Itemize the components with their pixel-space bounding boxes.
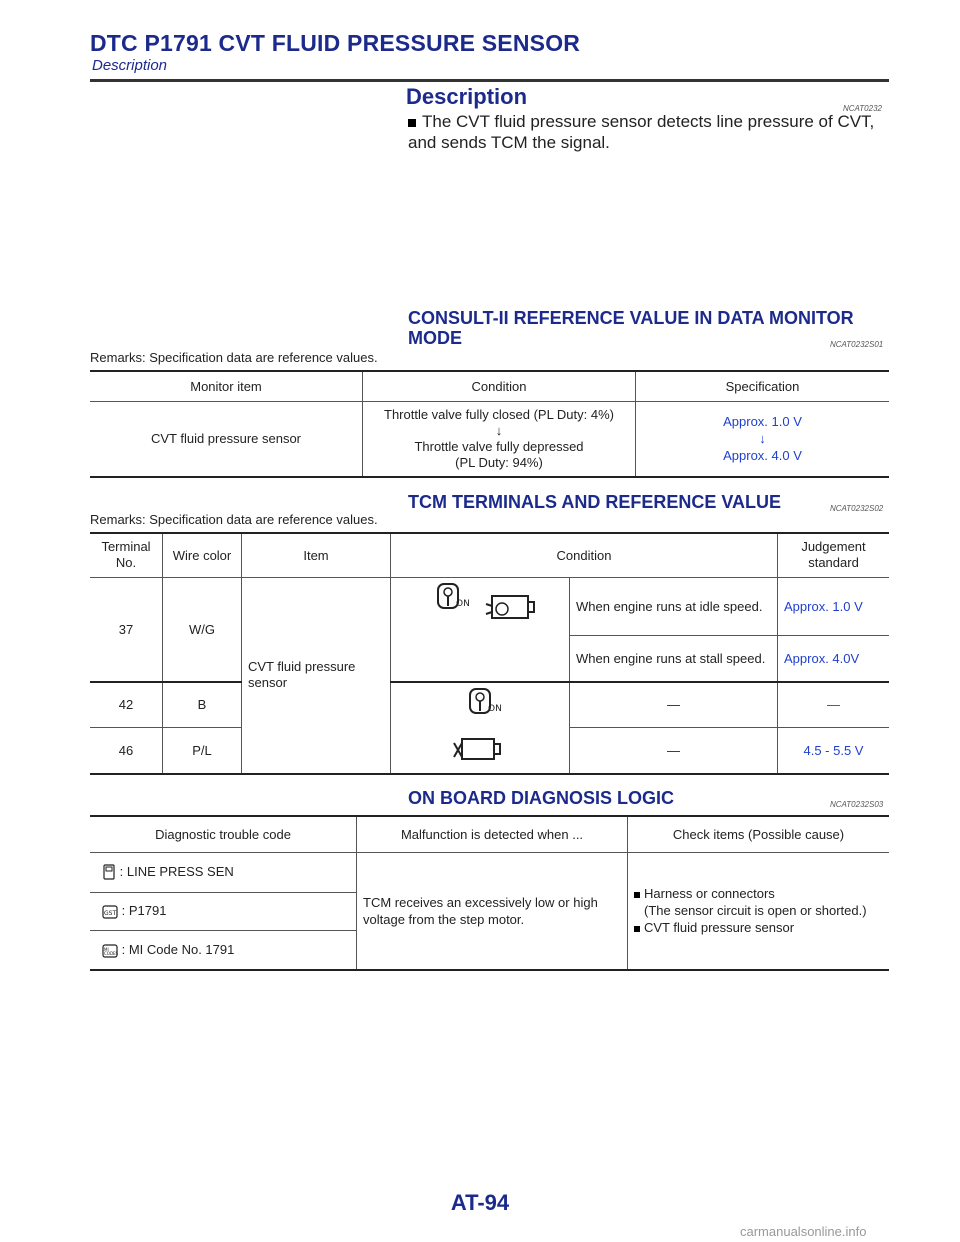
terminal-no: 42	[118, 697, 134, 713]
wire-color: B	[163, 682, 242, 728]
check-items-cell: Harness or connectors (The sensor circuit is open or shorted.) CVT fluid pressure sensor	[628, 852, 890, 970]
svg-text:ON: ON	[488, 704, 502, 714]
col-terminal: Terminal No.	[101, 539, 151, 571]
terminal-no: 37	[118, 621, 134, 637]
consult-table	[90, 370, 889, 478]
obd-heading: ON BOARD DIAGNOSIS LOGIC	[408, 788, 675, 808]
ignition-key-on-icon	[450, 683, 510, 769]
down-arrow-icon: ↓	[759, 431, 766, 447]
obd-code: NCAT0232S03	[830, 800, 884, 809]
tcm-heading: TCM TERMINALS AND REFERENCE VALUE	[408, 492, 781, 512]
bullet-icon	[634, 892, 640, 898]
svg-text:ON: ON	[456, 598, 471, 609]
condition-cell: Throttle valve fully closed (PL Duty: 4%) ↓ Throttle valve fully depressed (PL Duty: 94%)	[363, 401, 636, 477]
svg-text:MI: MI	[104, 946, 109, 952]
condition-icons-cell	[391, 577, 570, 682]
monitor-item-cell: CVT fluid pressure sensor	[150, 431, 302, 447]
specification-cell: Approx. 1.0 V ↓ Approx. 4.0 V	[636, 401, 890, 477]
consult-code: NCAT0232S01	[830, 340, 884, 349]
engine-running-icon	[482, 588, 542, 628]
col-condition: Condition	[363, 371, 636, 401]
obd-table	[90, 815, 889, 971]
description-text-block	[408, 111, 890, 153]
col-judgement: Judgement standard	[778, 533, 890, 577]
dtc-mi: MI CODES : MI Code No. 1791	[104, 941, 235, 957]
tcm-table	[90, 532, 889, 775]
malfunction-text: TCM receives an excessively low or high voltage from the step motor.	[357, 852, 628, 970]
condition-text: —	[570, 728, 778, 774]
wire-color: P/L	[163, 728, 242, 774]
wire-color: W/G	[163, 577, 242, 682]
judgement-value: —	[778, 682, 890, 728]
condition-text: When engine runs at stall speed.	[570, 636, 778, 682]
col-check-items: Check items (Possible cause)	[628, 816, 890, 852]
mi-codes-icon	[102, 944, 118, 958]
tcm-remarks: Remarks: Specification data are reference values.	[90, 512, 378, 527]
col-dtc: Diagnostic trouble code	[155, 826, 291, 842]
condition-text: When engine runs at idle speed.	[570, 577, 778, 636]
bullet-icon	[408, 119, 416, 127]
description-heading: Description	[406, 84, 528, 109]
col-wire-color: Wire color	[163, 533, 242, 577]
dtc-gst: GST : P1791	[104, 903, 167, 919]
page-header-title: DTC P1791 CVT FLUID PRESSURE SENSOR	[90, 30, 581, 56]
consult-remarks: Remarks: Specification data are reference values.	[90, 350, 378, 365]
watermark: carmanualsonline.info	[740, 1224, 867, 1239]
dtc-consult: : LINE PRESS SEN	[90, 852, 357, 892]
svg-text:CODES: CODES	[104, 950, 118, 956]
ignition-key-on-icon	[418, 578, 478, 678]
description-code: NCAT0232	[843, 104, 882, 113]
judgement-value: Approx. 1.0 V	[778, 577, 890, 636]
col-malfunction: Malfunction is detected when ...	[357, 816, 628, 852]
header-divider	[90, 79, 889, 82]
condition-icons-cell	[391, 682, 570, 774]
item-cell: CVT fluid pressure sensor	[242, 577, 391, 774]
col-monitor-item: Monitor item	[190, 378, 262, 394]
col-specification: Specification	[636, 371, 890, 401]
consult-tool-icon	[102, 864, 116, 880]
bullet-icon	[634, 926, 640, 932]
consult-heading-line1: CONSULT-II REFERENCE VALUE IN DATA MONITOR	[408, 308, 854, 328]
down-arrow-icon: ↓	[495, 422, 503, 438]
consult-heading-line2: MODE	[408, 328, 462, 348]
page-header-subtitle: Description	[92, 57, 168, 74]
page-number: AT-94	[450, 1190, 510, 1215]
gst-icon	[102, 905, 118, 919]
terminal-no: 46	[118, 742, 134, 758]
svg-text:GST: GST	[104, 909, 117, 917]
col-condition: Condition	[391, 533, 778, 577]
description-text: The CVT fluid pressure sensor detects line pressure of CVT, and sends TCM the signal.	[408, 112, 875, 152]
tcm-code: NCAT0232S02	[830, 504, 884, 513]
judgement-value: Approx. 4.0V	[778, 636, 890, 682]
judgement-value: 4.5 - 5.5 V	[778, 728, 890, 774]
col-item: Item	[242, 533, 391, 577]
condition-text: —	[570, 682, 778, 728]
